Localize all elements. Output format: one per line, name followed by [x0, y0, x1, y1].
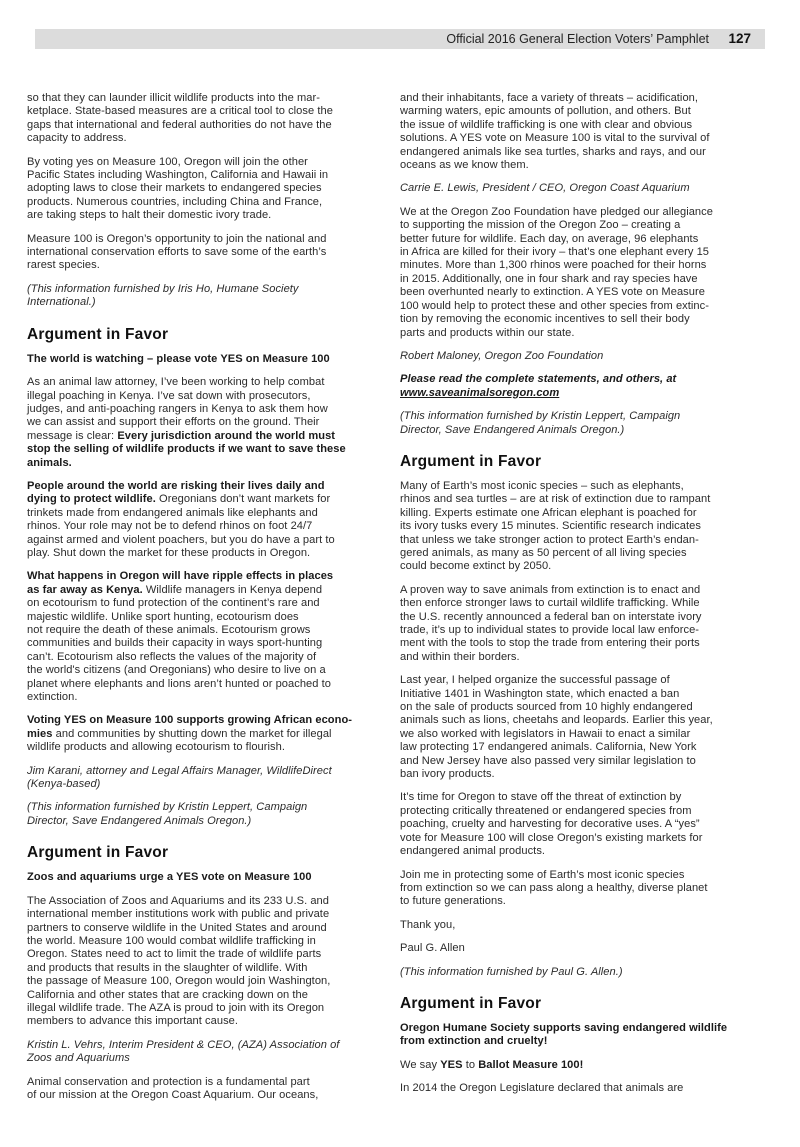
text-run: Paul G. Allen: [400, 942, 465, 955]
text-run: Argument in Favor: [27, 325, 169, 343]
subheading: [27, 353, 392, 366]
text-run: The world is watching – please vote YES on Measure 100: [27, 352, 330, 365]
website-link[interactable]: www.saveanimalsoregon.com: [400, 386, 560, 399]
paragraph: [400, 206, 765, 340]
attribution-text: [400, 410, 765, 437]
text-run: Carrie E. Lewis, President / CEO, Oregon Coast Aquarium: [400, 182, 690, 195]
publication-title: Official 2016 General Election Voters’ Pamphlet: [446, 32, 709, 46]
text-run: Argument in Favor: [400, 452, 542, 470]
paragraph: [400, 92, 765, 172]
text-run: Join me in protecting some of Earth’s most iconic species from extinction so we can pass along a healthy, diverse planet to future generations.: [400, 868, 708, 908]
text-run: Argument in Favor: [400, 994, 542, 1012]
attribution-text: [27, 1039, 392, 1066]
text-run: (This information furnished by Kristin Leppert, Campaign Director, Save Endangered Animals Oregon.): [27, 801, 308, 827]
bold-text: Every jurisdiction around the world must stop the selling of wildlife products if we want to save these animals.: [27, 429, 346, 469]
text-run: In 2014 the Oregon Legislature declared that animals are: [400, 1082, 684, 1095]
text-run: As an animal law attorney, I’ve been working to help combat illegal poaching in Kenya. I’ve sat down with prosecutors, judges, and anti-poaching rangers in Kenya to ask them how we can assist and support their efforts on the ground. Their message is clear:: [27, 376, 328, 442]
text-run: Oregon Humane Society supports saving endangered wildlife from extinction and cruelty!: [400, 1021, 728, 1048]
text-run: Many of Earth’s most iconic species – such as elephants, rhinos and sea turtles – are at risk of extinction due to rampant killing. Experts estimate one African elephant is poached for its ivory tusks every 15 minutes. Scientific research indicates that unless we take stronger action to protect Earth’s endan- gered animals, as many as 50 percent of all living species could become extinct by 2050.: [400, 479, 711, 573]
paragraph: [400, 869, 765, 909]
text-run: to: [462, 1058, 479, 1071]
page-number: 127: [728, 31, 751, 46]
paragraph: [400, 674, 765, 781]
attribution-text: [27, 283, 392, 310]
attribution-text: [400, 350, 765, 363]
paragraph: [400, 919, 765, 932]
paragraph: [400, 942, 765, 955]
bold-text: People around the world are risking their lives daily and dying to protect wildlife.: [27, 479, 325, 506]
text-run: Wildlife managers in Kenya depend on ecotourism to fund protection of the continent’s rare and majestic wildlife. Unlike sport hunting, ecotourism does not require the death of these animals. Ecotourism grows communities and builds their capacity in ways sport-hunting can’t. Ecotourism also reflects the values of the majority of the world's citizens (and Oregonians) who desire to live on a planet where elephants and lions aren’t hunted or poached to extinction.: [27, 583, 331, 704]
text-run: (This information furnished by Iris Ho, Humane Society International.): [27, 282, 299, 309]
paragraph: [400, 791, 765, 858]
text-run: A proven way to save animals from extinction is to enact and then enforce stronger laws to curtail wildlife trafficking. While the U.S. recently announced a federal ban on interstate ivory trade, it’s up to individual states to provide local law enforce- ment with the tools to stop the trade from entering their ports and within their borders.: [400, 583, 702, 663]
text-run: By voting yes on Measure 100, Oregon will join the other Pacific States including Washington, California and Hawaii in adopting laws to close their markets to endangered species products. Numerous countries, including China and France, are taking steps to halt their domestic ivory trade.: [27, 155, 329, 222]
paragraph: [27, 480, 392, 560]
text-run: and communities by shutting down the market for illegal wildlife products and allowing ecotourism to flourish.: [27, 727, 332, 754]
text-run: Zoos and aquariums urge a YES vote on Measure 100: [27, 871, 312, 884]
text-run: (This information furnished by Kristin Leppert, Campaign Director, Save Endangered Animals Oregon.): [400, 410, 681, 436]
paragraph: [27, 156, 392, 223]
text-run: (This information furnished by Paul G. Allen.): [400, 965, 623, 978]
paragraph: [27, 714, 392, 754]
paragraph: [27, 92, 392, 146]
paragraph: [27, 570, 392, 704]
text-run: Thank you,: [400, 918, 456, 931]
text-run: We say: [400, 1058, 441, 1071]
subheading: [400, 1022, 765, 1049]
text-run: The Association of Zoos and Aquariums and its 233 U.S. and international member institutions work with public and private partners to conserve wildlife in the United States and around the world. Measure 100 would combat wildlife trafficking in Oregon. States need to act to limit the trade of wildlife parts and products that results in the slaughter of wildlife. With the passage of Measure 100, Oregon would join Washington, California and other states that are cracking down on the illegal wildlife trade. The AZA is proud to join with its Oregon members to advance this important cause.: [27, 894, 331, 1028]
text-run: Animal conservation and protection is a fundamental part of our mission at the Oregon Coast Aquarium. Our oceans,: [27, 1075, 319, 1101]
bold-text: Voting YES on Measure 100 supports growing African econo- mies: [27, 714, 353, 740]
paragraph: [27, 376, 392, 470]
paragraph: [400, 1082, 765, 1095]
page-header: [35, 29, 765, 49]
bold-text: YES: [440, 1058, 463, 1071]
paragraph: [27, 233, 392, 273]
paragraph: [27, 1076, 392, 1103]
paragraph: [400, 480, 765, 574]
paragraph: [400, 1059, 765, 1072]
text-run: It’s time for Oregon to stave off the threat of extinction by protecting critically threatened or endangered species from poaching, cruelty and harvesting for decorative uses. A “yes” vote for Measure 100 will close Oregon’s existing markets for endangered animal products.: [400, 791, 703, 858]
attribution-text: [27, 765, 392, 792]
text-run: Oregonians don’t want markets for trinkets made from endangered animals like elephants and rhinos. Your role may not be to defend rhinos on foot 24/7 against armed and violent poachers, but you do have a part to play. Shut down the market for these products in Oregon.: [27, 493, 335, 559]
section-heading: [400, 995, 765, 1013]
text-run: Measure 100 is Oregon’s opportunity to join the national and international conservation efforts to save some of the earth’s rarest species.: [27, 232, 327, 272]
section-heading: [400, 453, 765, 471]
right-column: [400, 92, 765, 1106]
bold-text: What happens in Oregon will have ripple effects in places as far away as Kenya.: [27, 570, 334, 596]
text-run: We at the Oregon Zoo Foundation have pledged our allegiance to supporting the mission of the Oregon Zoo – creating a better future for wildlife. Each day, on average, 96 elephants in Africa are killed for their ivory – that’s one elephant every 15 minutes. More than 1,300 rhinos were poached for their horns in 2015. Additionally, one in four shark and ray species have been overhunted nearly to extinction. A YES vote on Measure 100 would help to protect these and other species from extinc- tion by removing the economic incentives to sell their body parts and products within our state.: [400, 205, 713, 339]
text-run: and their inhabitants, face a variety of threats – acidification, warming waters, epic amounts of pollution, and others. But the issue of wildlife trafficking is one with clear and obvious solutions. A YES vote on Measure 100 is vital to the survival of endangered animals like sea turtles, sharks and rays, and our oceans as we know them.: [400, 92, 710, 172]
text-run: Last year, I helped organize the successful passage of Initiative 1401 in Washington state, which enacted a ban on the sale of products sourced from 10 highly endangered animals such as lions, cheetahs and leopards. Earlier this year, we also worked with legislators in Hawaii to enact a similar law protecting 17 endangered animals. California, New York and New Jersey have also passed very similar legislation to ban ivory products.: [400, 674, 713, 781]
text-run: Kristin L. Vehrs, Interim President & CEO, (AZA) Association of Zoos and Aquariums: [27, 1038, 340, 1065]
paragraph: [400, 584, 765, 664]
attribution-text: [400, 966, 765, 979]
section-heading: [27, 844, 392, 862]
attribution-text: [400, 182, 765, 195]
bold-text: Please read the complete statements, and others, at: [400, 373, 677, 386]
text-run: so that they can launder illicit wildlife products into the mar- ketplace. State-based measures are a critical tool to close the gaps that international and federal authorities do not have the capacity to address.: [27, 92, 333, 145]
text-run: Argument in Favor: [27, 844, 169, 862]
attribution-text: [400, 373, 765, 400]
subheading: [27, 871, 392, 884]
left-column: [27, 92, 392, 1112]
paragraph: [27, 895, 392, 1029]
attribution-text: [27, 801, 392, 828]
bold-text: Ballot Measure 100!: [478, 1058, 584, 1071]
text-run: Jim Karani, attorney and Legal Affairs Manager, WildlifeDirect (Kenya-based): [27, 764, 332, 791]
text-run: Robert Maloney, Oregon Zoo Foundation: [400, 349, 604, 362]
section-heading: [27, 326, 392, 344]
